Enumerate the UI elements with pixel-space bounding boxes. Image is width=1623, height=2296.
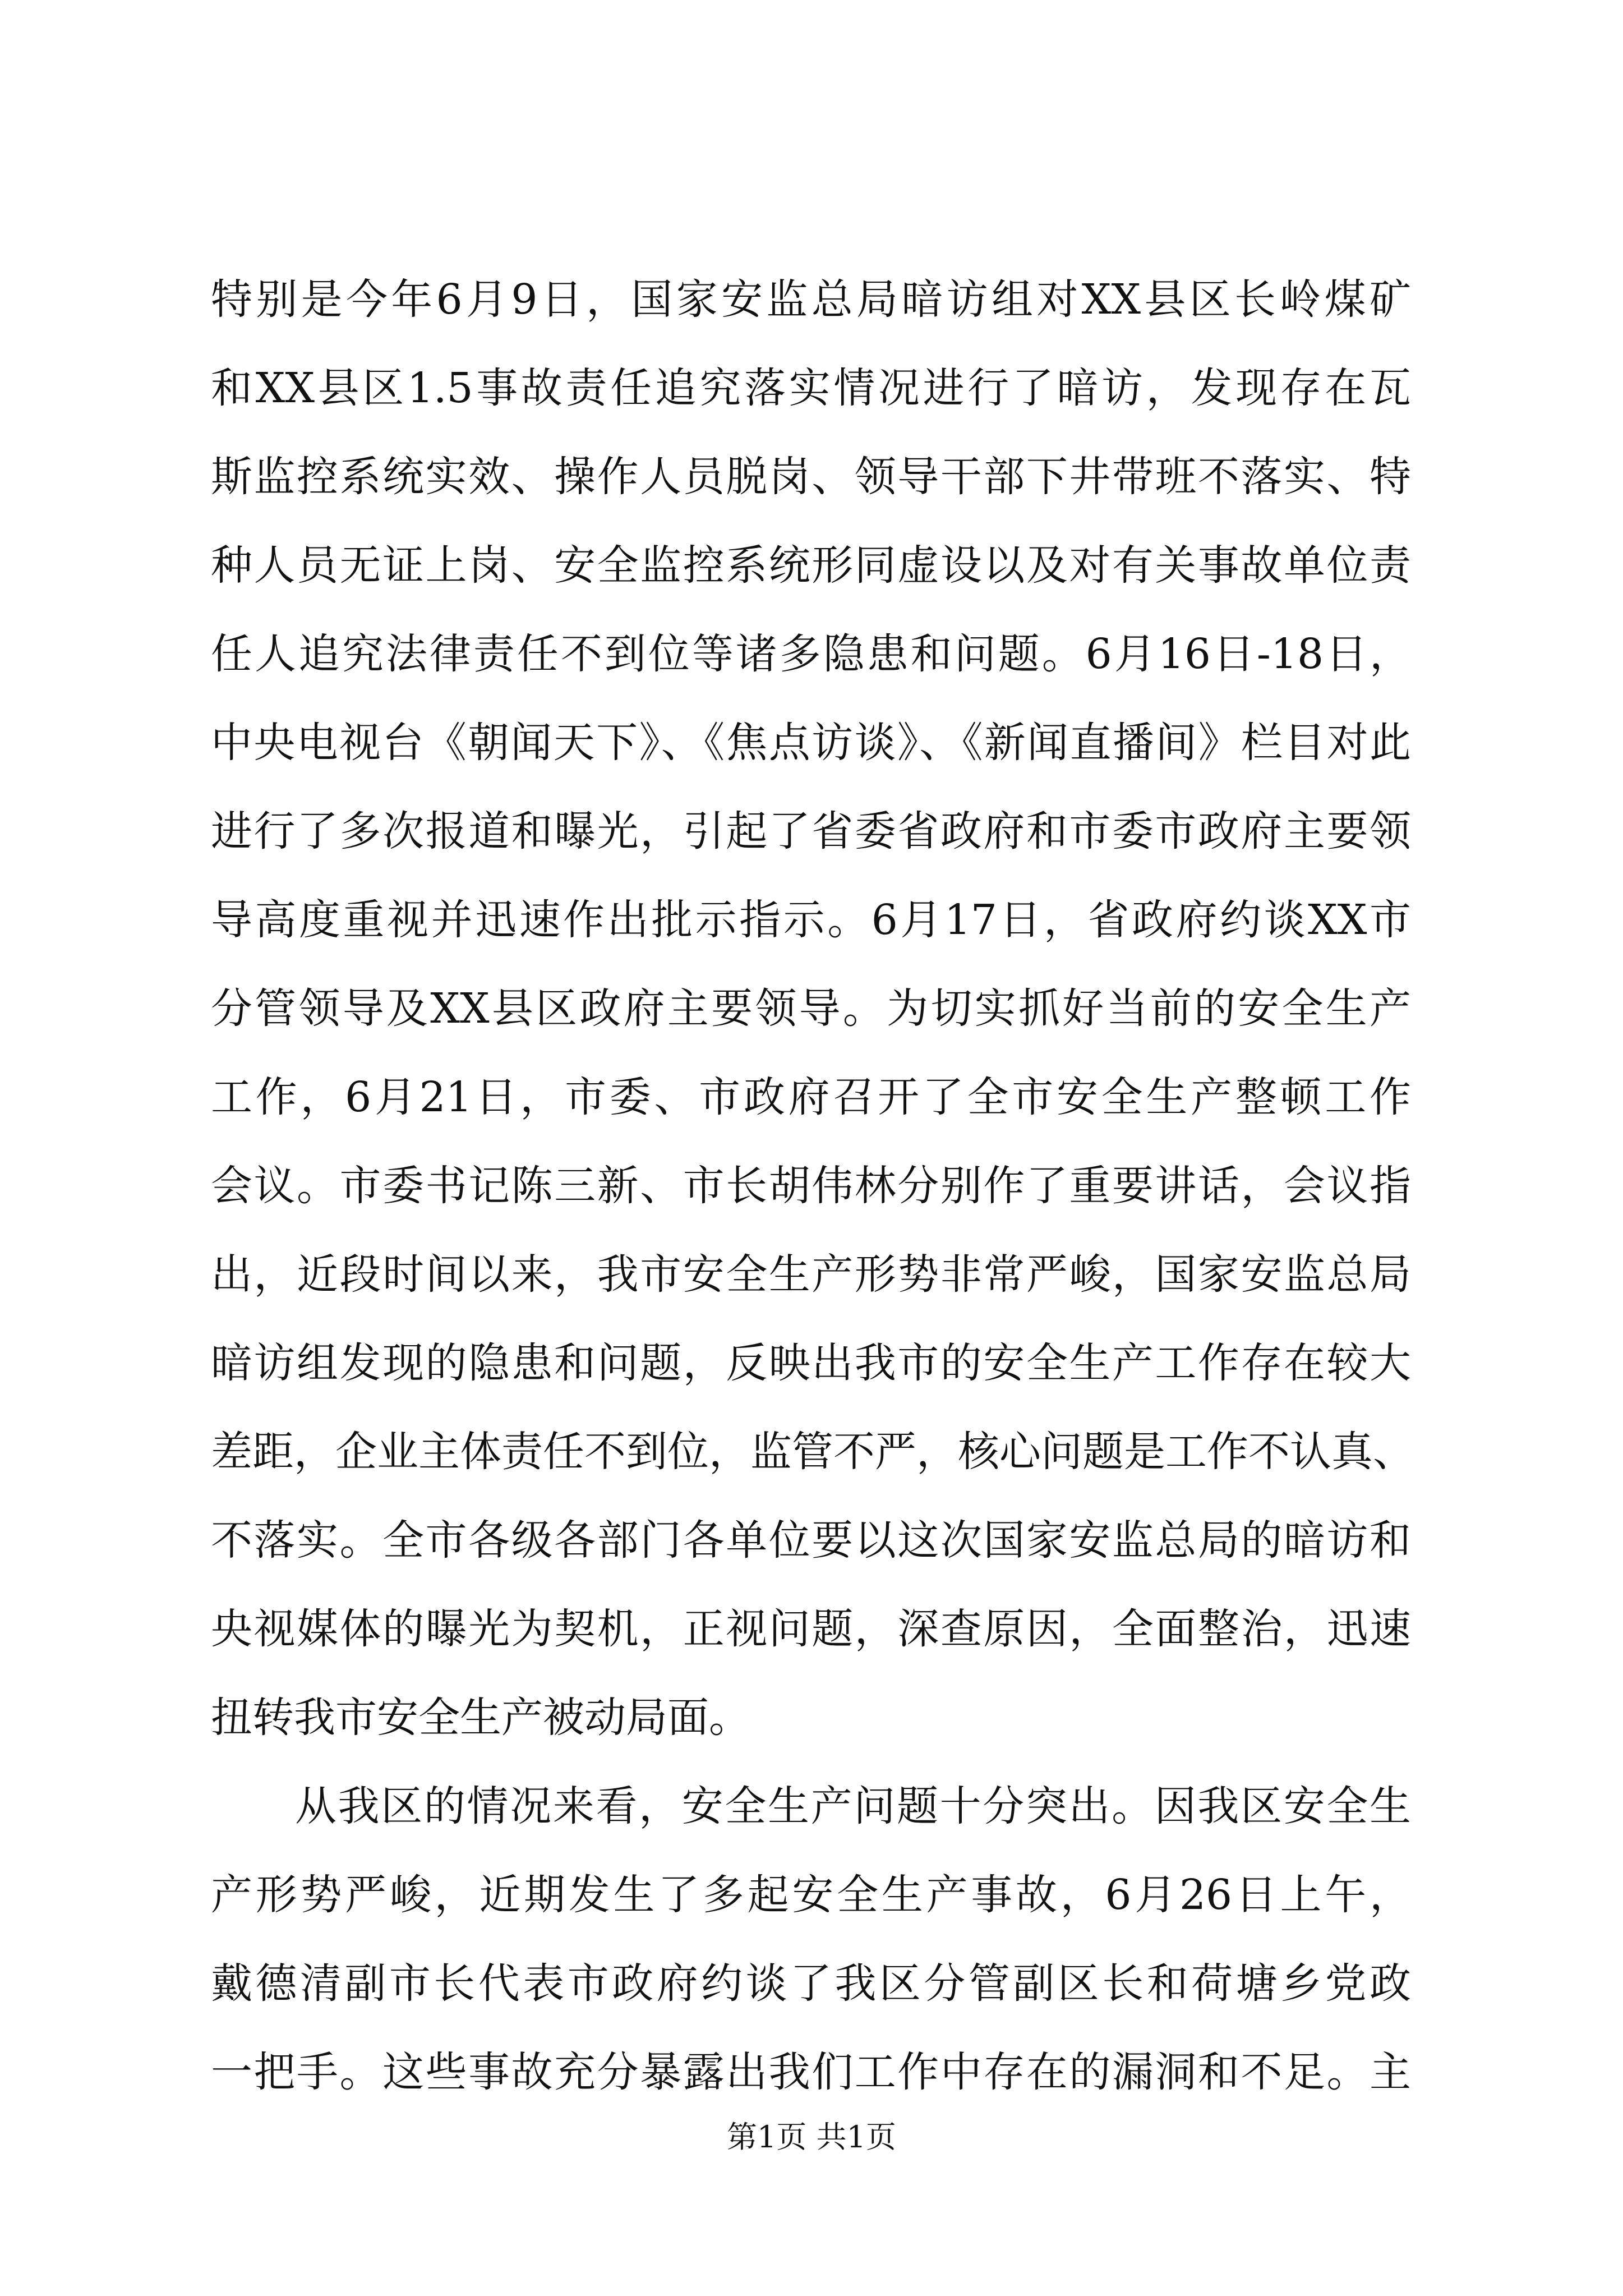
paragraph-line: 种人员无证上岗、安全监控系统形同虚设以及对有关事故单位责 <box>211 541 1411 590</box>
paragraph-line: 中央电视台《朝闻天下》、《焦点访谈》、《新闻直播间》栏目对此 <box>211 719 1411 767</box>
page-footer <box>0 2118 1623 2157</box>
paragraph-line: 和XX县区1.5事故责任追究落实情况进行了暗访，发现存在瓦 <box>211 364 1411 412</box>
paragraph-line: 扭转我市安全生产被动局面。 <box>211 1694 750 1742</box>
paragraph-line: 一把手。这些事故充分暴露出我们工作中存在的漏洞和不足。主 <box>211 2048 1411 2096</box>
paragraph-line: 进行了多次报道和曝光，引起了省委省政府和市委市政府主要领 <box>211 807 1411 855</box>
paragraph-line: 特别是今年6月9日，国家安监总局暗访组对XX县区长岭煤矿 <box>211 275 1411 324</box>
document-body <box>211 255 1414 2116</box>
paragraph-line: 央视媒体的曝光为契机，正视问题，深查原因，全面整治，迅速 <box>211 1605 1411 1653</box>
paragraph-line: 差距，企业主体责任不到位，监管不严，核心问题是工作不认真、 <box>211 1428 1414 1476</box>
paragraph-line: 斯监控系统实效、操作人员脱岗、领导干部下井带班不落实、特 <box>211 453 1411 501</box>
paragraph-line: 戴德清副市长代表市政府约谈了我区分管副区长和荷塘乡党政 <box>211 1959 1411 2008</box>
paragraph-line: 会议。市委书记陈三新、市长胡伟林分别作了重要讲话，会议指 <box>211 1162 1411 1210</box>
paragraph-line: 不落实。全市各级各部门各单位要以这次国家安监总局的暗访和 <box>211 1516 1411 1565</box>
page-number-label: 第1页 共1页 <box>727 2119 896 2155</box>
paragraph-line: 导高度重视并迅速作出批示指示。6月17日，省政府约谈XX市 <box>211 896 1411 944</box>
paragraph-line: 分管领导及XX县区政府主要领导。为切实抓好当前的安全生产 <box>211 984 1411 1033</box>
paragraph-line: 从我区的情况来看，安全生产问题十分突出。因我区安全生 <box>295 1782 1411 1830</box>
paragraph-line: 出，近段时间以来，我市安全生产形势非常严峻，国家安监总局 <box>211 1250 1411 1299</box>
paragraph-line: 产形势严峻，近期发生了多起安全生产事故，6月26日上午， <box>211 1871 1411 1919</box>
paragraph-line: 工作，6月21日，市委、市政府召开了全市安全生产整顿工作 <box>211 1073 1411 1121</box>
paragraph-line: 暗访组发现的隐患和问题，反映出我市的安全生产工作存在较大 <box>211 1339 1411 1387</box>
paragraph-line: 任人追究法律责任不到位等诸多隐患和问题。6月16日-18日， <box>211 630 1411 678</box>
